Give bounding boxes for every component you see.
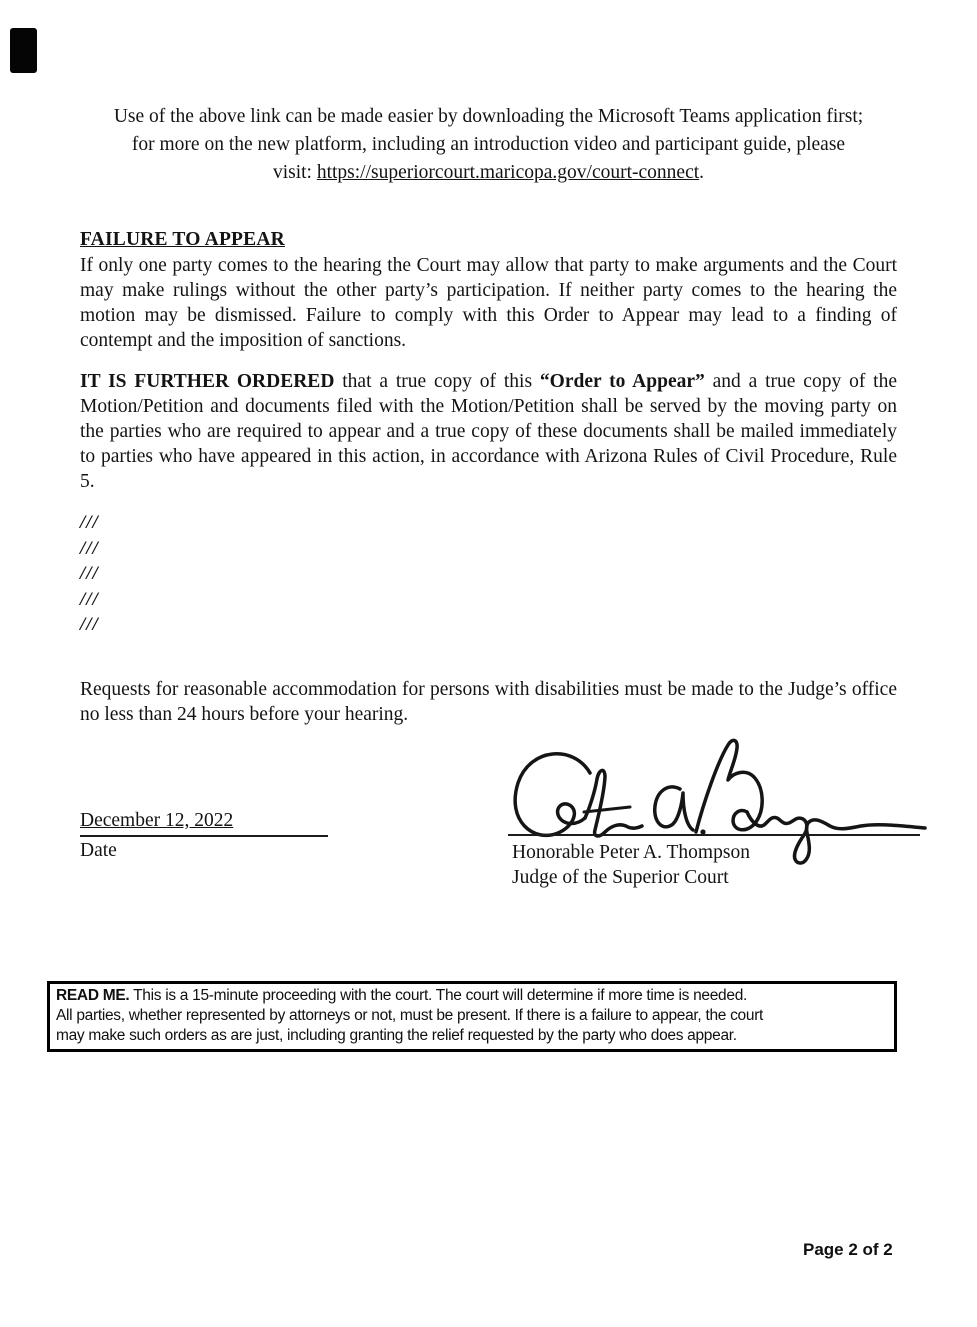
signatory-title: Judge of the Superior Court <box>512 867 729 888</box>
continuation-mark: /// <box>80 614 99 635</box>
failure-to-appear-body: If only one party comes to the hearing the Court may allow that party to make arguments and the Court may make rulings without the other party’s participation. If neither party comes to the hearing the motion may be dismissed. Failure to comply with this Order to Appear may lead to a finding of contempt and the imposition of sanctions. <box>80 255 897 351</box>
further-ordered-paragraph <box>80 369 897 494</box>
page-indicator: Page 2 of 2 <box>803 1240 893 1259</box>
date-value: December 12, 2022 <box>80 810 234 831</box>
intro-paragraph <box>80 103 897 187</box>
further-ordered-text-2: and a true copy of the Motion/Petition and documents filed with the Motion/Petition shall be served by the moving party on the parties who are required to appear and a true copy of these documents shall be mailed immediately to parties who have appeared in this action, in accordance with Arizona Rules of Civil Procedure, Rule 5. <box>80 371 897 492</box>
continuation-mark: /// <box>80 563 99 584</box>
intro-line-3 <box>80 159 897 187</box>
read-me-line-1-rest: This is a 15-minute proceeding with the court. The court will determine if more time is needed. <box>129 987 748 1004</box>
failure-to-appear-heading: FAILURE TO APPEAR <box>80 229 285 250</box>
read-me-line-3: may make such orders as are just, including granting the relief requested by the party who does appear. <box>56 1027 737 1044</box>
intro-line-2: for more on the new platform, including an introduction video and participant guide, please <box>131 134 846 155</box>
intro-line-1: Use of the above link can be made easier by downloading the Microsoft Teams application first; <box>113 106 864 127</box>
date-line <box>80 810 328 837</box>
read-me-line-2: All parties, whether represented by attorneys or not, must be present. If there is a failure to appear, the court <box>56 1007 764 1024</box>
date-block <box>80 810 330 863</box>
date-label: Date <box>80 840 117 861</box>
further-ordered-text-1: that a true copy of this <box>334 371 540 392</box>
signature-line <box>508 834 920 836</box>
continuation-mark: /// <box>80 537 99 559</box>
intro-line-3-period: . <box>699 162 705 183</box>
continuation-marks <box>80 510 200 638</box>
signatory-name: Honorable Peter A. Thompson <box>512 842 750 863</box>
continuation-mark: /// <box>80 512 99 533</box>
order-to-appear-emphasis: “Order to Appear” <box>539 371 705 392</box>
court-connect-link[interactable]: https://superiorcourt.maricopa.gov/court-connect <box>316 162 700 183</box>
intro-visit-text: visit: <box>272 162 317 183</box>
read-me-lead: READ ME. <box>56 987 130 1004</box>
scan-artifact-mark <box>10 28 37 73</box>
read-me-notice-box <box>47 981 897 1052</box>
failure-to-appear-section <box>80 227 897 353</box>
read-me-line-1 <box>56 986 889 1006</box>
continuation-mark: /// <box>80 588 99 610</box>
further-ordered-lead: IT IS FURTHER ORDERED <box>80 371 335 392</box>
accommodation-paragraph: Requests for reasonable accommodation for persons with disabilities must be made to the Judge’s office no less than 24 hours before your hearing. <box>80 679 897 725</box>
